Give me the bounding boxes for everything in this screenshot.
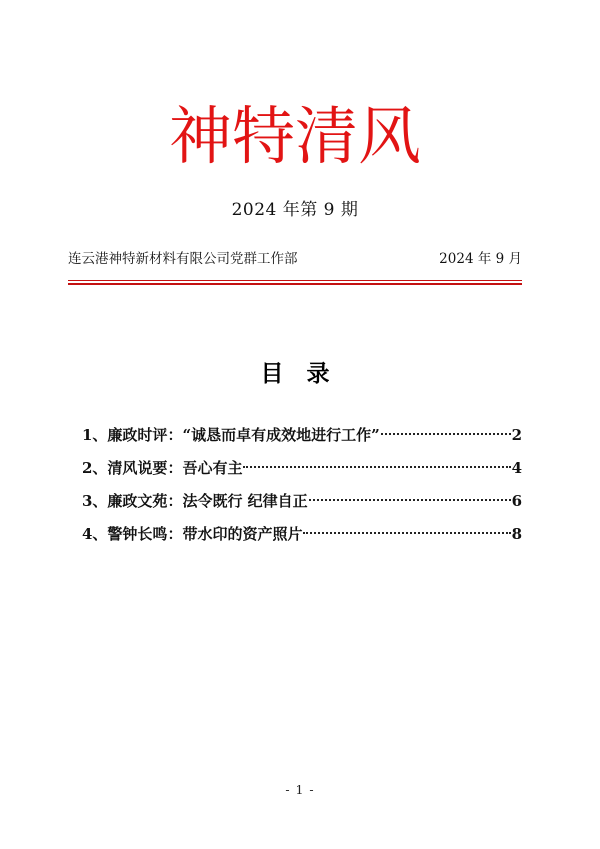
- masthead-title: 神特清风: [169, 100, 421, 173]
- toc-item-title: 4、警钟长鸣：带水印的资产照片: [82, 524, 303, 543]
- toc-leader-dots: [381, 433, 511, 435]
- toc-page-number: 2: [511, 425, 522, 444]
- toc-page-number: 6: [511, 491, 522, 510]
- publisher-date-row: [68, 247, 522, 267]
- toc-page-number: 4: [511, 458, 522, 477]
- toc-item-3: [82, 490, 522, 523]
- footer-page-number: - 1 -: [285, 782, 315, 797]
- issue-number: 2024 年第 9 期: [231, 199, 359, 220]
- toc-leader-dots: [243, 466, 510, 468]
- publication-date: 2024 年 9 月: [439, 250, 522, 267]
- toc-item-title: 3、廉政文苑：法令既行 纪律自正: [82, 491, 308, 510]
- toc-heading: 目 录: [260, 359, 330, 387]
- toc-item-4: [82, 523, 522, 556]
- toc-list: [68, 424, 522, 556]
- toc-item-title: 2、清风说要：吾心有主: [82, 458, 243, 477]
- toc-leader-dots: [309, 499, 511, 501]
- toc-page-number: 8: [511, 524, 522, 543]
- publisher-name: 连云港神特新材料有限公司党群工作部: [68, 250, 298, 267]
- red-divider-rule: [68, 280, 522, 285]
- toc-item-title: 1、廉政时评：“诚恳而卓有成效地进行工作”: [82, 425, 380, 444]
- toc-leader-dots: [303, 532, 510, 534]
- toc-item-2: [82, 457, 522, 490]
- toc-item-1: [82, 424, 522, 457]
